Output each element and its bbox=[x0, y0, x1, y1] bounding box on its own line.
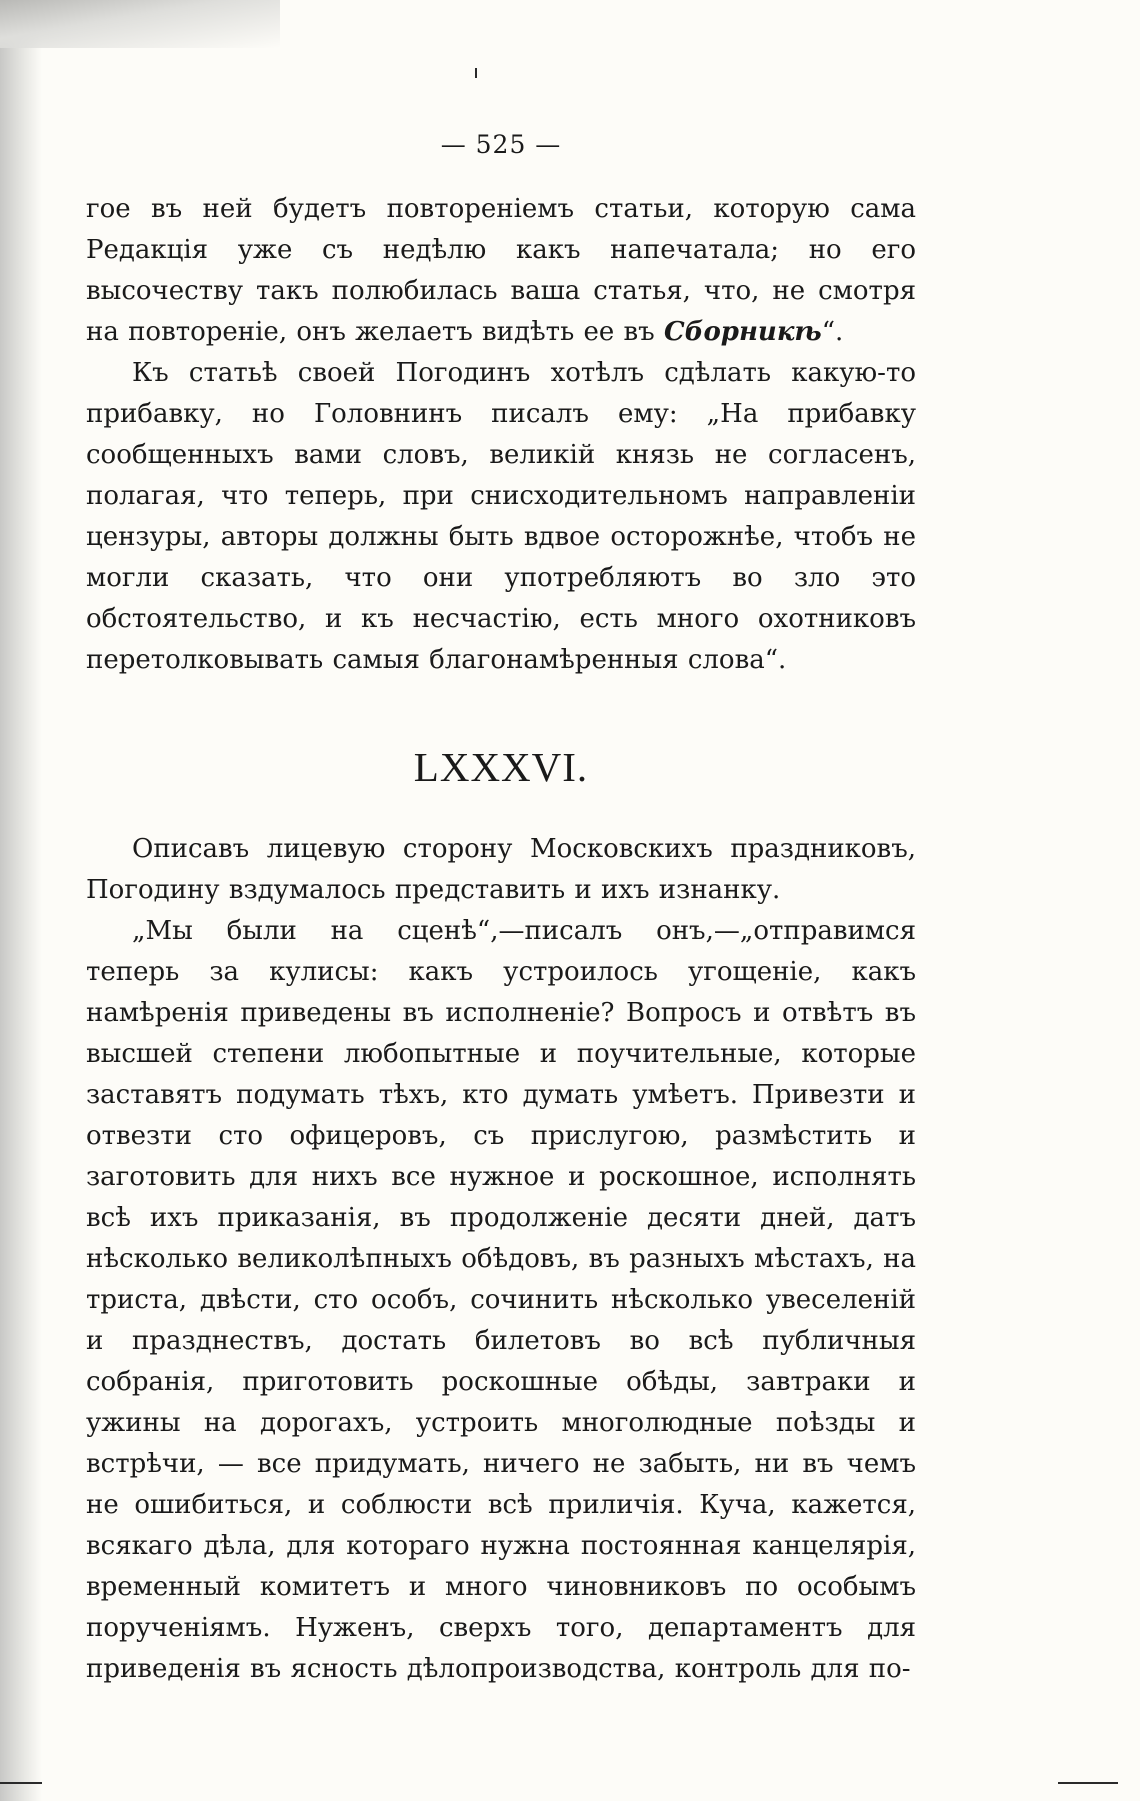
paragraph: Къ статьѣ своей Погодинъ хотѣлъ сдѣлать какую-то прибавку, но Головнинъ писалъ ему: „На прибавку сообщенныхъ вами словъ, великій князь не согласенъ, полагая, что теперь, при снисходительномъ направленіи цензуры, авторы должны быть вдвое осторожнѣе, чтобъ не могли сказать, что они употребляютъ во зло это обстоятельство, и къ несчастію, есть много охотниковъ перетолковывать самыя благонамѣренныя слова“. bbox=[86, 358, 916, 675]
paragraph-text-end: “. bbox=[821, 317, 844, 347]
paragraph bbox=[86, 189, 916, 353]
scan-shadow-top bbox=[0, 0, 280, 48]
book-page bbox=[86, 130, 916, 1690]
paragraph-text: гое въ ней будетъ повтореніемъ статьи, которую сама Редакція уже съ недѣлю какъ напечатала; но его высочеству такъ полюбилась ваша статья, что, не смотря на повтореніе, онъ желаетъ видѣть ее въ bbox=[86, 194, 916, 347]
italic-title: Сборникѣ bbox=[663, 317, 822, 347]
scan-mark-bottom-right bbox=[1058, 1782, 1118, 1784]
scan-mark-top bbox=[475, 68, 477, 78]
page-number: — 525 — bbox=[440, 130, 562, 159]
scan-mark-bottom-left bbox=[0, 1782, 42, 1784]
paragraph: „Мы были на сценѣ“,—писалъ онъ,—„отправимся теперь за кулисы: какъ устроилось угощеніе, какъ намѣренія приведены въ исполненіе? Вопросъ и отвѣтъ въ высшей степени любопытные и поучительные, которые заставятъ подумать тѣхъ, кто думать умѣетъ. Привезти и отвезти сто офицеровъ, съ прислугою, размѣстить и заготовить для нихъ все нужное и роскошное, исполнять всѣ ихъ приказанія, въ продолженіе десяти дней, датъ нѣсколько великолѣпныхъ обѣдовъ, въ разныхъ мѣстахъ, на триста, двѣсти, сто особъ, сочинить нѣсколько увеселеній и празднествъ, достать билетовъ во всѣ публичныя собранія, приготовить роскошные обѣды, завтраки и ужины на дорогахъ, устроить многолюдные поѣзды и встрѣчи, — все придумать, ничего не забыть, ни въ чемъ не ошибиться, и соблюсти всѣ приличія. Куча, кажется, всякаго дѣла, для котораго нужна постоянная канцелярія, временный комитетъ и много чиновниковъ по особымъ порученіямъ. Нуженъ, сверхъ того, департаментъ для приведенія въ ясность дѣлопроизводства, контроль для по- bbox=[86, 916, 916, 1684]
paragraph: Описавъ лицевую сторону Московскихъ праздниковъ, Погодину вздумалось представить и ихъ изнанку. bbox=[86, 834, 916, 905]
scan-shadow-left bbox=[0, 0, 42, 1801]
section-heading: LXXXVI. bbox=[413, 744, 589, 790]
